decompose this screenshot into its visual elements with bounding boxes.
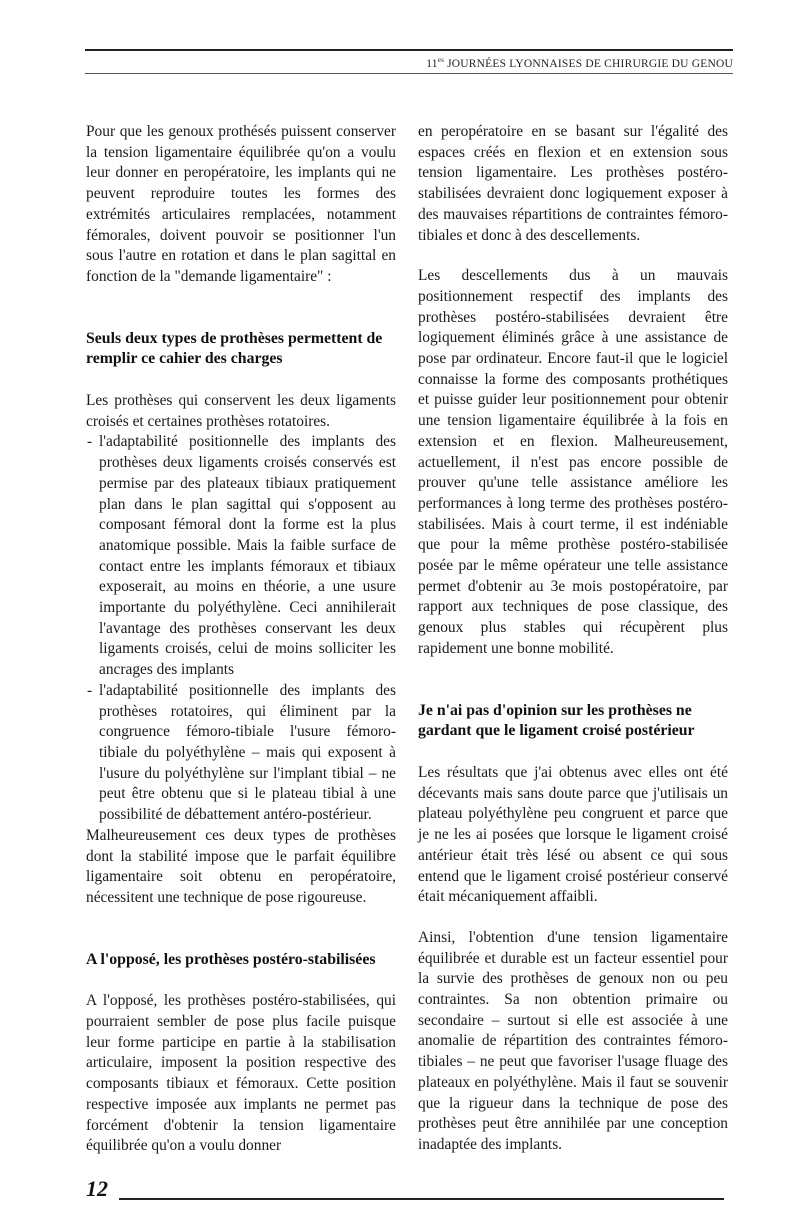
right-column (418, 122, 728, 1156)
running-head-ordinal: 11 (426, 57, 438, 70)
bullet-list (86, 432, 396, 825)
header-underline-rule (85, 73, 733, 74)
bullet-item-rotating: - l'adaptabilité positionnelle des implants des prothèses rotatoires, qui éliminent par la congruence fémoro-tibiale l'usure fémoro-tibiale du polyéthylène – mais qui exposent à l'usure du polyéthylène sur l'implant tibial – ne peut être obtenu que si le plateau tibial à une possibilité de débattement antéro-postérieur. (86, 681, 396, 826)
section-heading-no-opinion: Je n'ai pas d'opinion sur les prothèses ne gardant que le ligament croisé postérieur (418, 701, 695, 740)
paragraph-results: Les résultats que j'ai obtenus avec elles ont été décevants mais sans doute parce que j'utilisais un plateau polyéthylène peu congruent et parce que je ne les ai posées que lorsque le ligament croisé antérieur était très lésé ou absent ce qui sous entend que le ligament croisé postérieur conservé était mécaniquement affaibli. (418, 763, 728, 906)
bullet-item-cross-ligaments: - l'adaptabilité positionnelle des implants des prothèses deux ligaments croisés conservés est permise par des plateaux tibiaux pratiquement plan dans le plan sagittal qui s'opposent au composant fémoral dont la forme est la plus anatomique possible. Mais la faible surface de contact entre les implants fémoraux et tibiaux exposerait, au moins en théorie, a une usure importante du polyéthylène. Ceci annihilerait l'avantage des prothèses conservant les deux ligaments croisés, celui de moins solliciter les ancrages des implants (86, 432, 396, 680)
paragraph-continuation: en peropératoire en se basant sur l'égalité des espaces créés en flexion et en extension sous tension ligamentaire. Les prothèses postéro-stabilisées devraient donc logiquement exposer à des mauvaises répartitions de contraintes fémoro-tibiales et donc à des descellements. (418, 123, 728, 244)
paragraph-unfortunately: Malheureusement ces deux types de prothèses dont la stabilité impose que le parfait équilibre ligamentaire soit obtenu en peropératoire, nécessitent une technique de pose rigoureuse. (86, 826, 396, 906)
paragraph-conclusion: Ainsi, l'obtention d'une tension ligamentaire équilibrée et durable est un facteur essentiel pour la survie des prothèses de genoux non ou peu contraintes. Sa non obtention primaire ou secondaire – surtout si elle est associée à une anomalie de répartition des contraintes fémoro-tibiales – ne peut que favoriser l'usage fluage des plateaux en polyéthylène. Mais il faut se souvenir que la rigueur dans la technique de pose des prothèses peut être annihilée par une conception inadaptée des implants. (418, 928, 728, 1153)
intro-paragraph: Pour que les genoux prothésés puissent conserver la tension ligamentaire équilibrée qu'on a voulu leur donner en peropératoire, les implants qui ne peuvent reproduire toutes les formes des extrémités articulaires remplacées, notamment fémorales, doivent pouvoir se positionner l'un sous l'autre en rotation et dans le plan sagittal en fonction de la "demande ligamentaire" : (86, 123, 396, 285)
running-head-title: JOURNÉES LYONNAISES DE CHIRURGIE DU GENOU (447, 57, 733, 70)
running-head (85, 56, 733, 70)
running-head-ordinal-suffix: es (437, 56, 444, 64)
footer-rule (119, 1198, 724, 1200)
paragraph-computer-assistance: Les descellements dus à un mauvais positionnement respectif des implants des prothèses postéro-stabilisées devraient être logiquement éliminés grâce à une assistance de pose par ordinateur. Encore faut-il que le logiciel connaisse la forme des composants prothétiques et puisse guider leur positionnement pour obtenir une tension ligamentaire équilibrée à la fois en extension et en flexion. Malheureusement, actuellement, il n'est pas encore possible de prouver qu'une telle assistance améliore les performances à long terme des prothèses postéro-stabilisées. Mais à court terme, il est indéniable que pour la même prothèse postéro-stabilisée posée par le même opérateur une telle assistance permet d'obtenir au 3e mois postopératoire, par rapport aux techniques de pose classique, des genoux plus stables qui récupèrent plus rapidement une bonne mobilité. (418, 267, 728, 657)
left-column (86, 122, 396, 1157)
paragraph-two-types: Les prothèses qui conservent les deux ligaments croisés et certaines prothèses rotatoires. (86, 392, 396, 430)
paragraph-posterior-stabilized: A l'opposé, les prothèses postéro-stabilisées, qui pourraient sembler de pose plus facile puisque leur forme participe en partie à la stabilisation articulaire, imposent la position respective des composants tibiaux et fémoraux. Cette position respective imposée aux implants ne permet pas forcément d'obtenir la tension ligamentaire équilibrée qu'on a voulu donner (86, 992, 396, 1155)
section-heading-two-types: Seuls deux types de prothèses permettent de remplir ce cahier des charges (86, 329, 383, 368)
page-number: 12 (86, 1176, 108, 1201)
section-heading-posterior-stabilized: A l'opposé, les prothèses postéro-stabilisées (86, 950, 376, 968)
header-top-rule (85, 49, 733, 51)
